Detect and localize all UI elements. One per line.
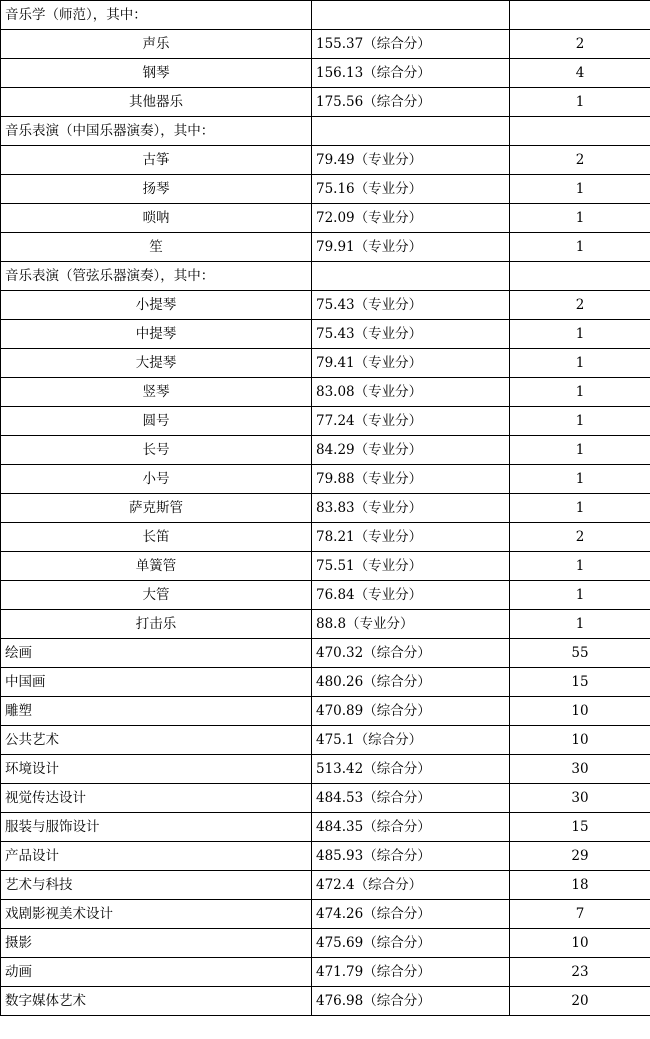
count-cell: 1: [510, 175, 650, 204]
major-cell: 绘画: [1, 639, 312, 668]
score-cell: 513.42（综合分）: [312, 755, 510, 784]
sub-major-cell: 小号: [1, 465, 312, 494]
major-cell: 雕塑: [1, 697, 312, 726]
table-body: [1, 1, 650, 1016]
sub-major-cell: 长笛: [1, 523, 312, 552]
table-row: [1, 813, 650, 842]
table-row: [1, 958, 650, 987]
score-cell: 476.98（综合分）: [312, 987, 510, 1016]
sub-major-cell: 竖琴: [1, 378, 312, 407]
table-row: [1, 233, 650, 262]
count-cell: 1: [510, 581, 650, 610]
table-row: [1, 523, 650, 552]
major-cell: 视觉传达设计: [1, 784, 312, 813]
count-cell: 30: [510, 784, 650, 813]
score-cell: 72.09（专业分）: [312, 204, 510, 233]
table-row: [1, 871, 650, 900]
sub-major-cell: 打击乐: [1, 610, 312, 639]
table-row: [1, 88, 650, 117]
count-cell: 1: [510, 465, 650, 494]
table-row: [1, 465, 650, 494]
sub-major-cell: 萨克斯管: [1, 494, 312, 523]
count-cell: 15: [510, 668, 650, 697]
table-row: [1, 407, 650, 436]
table-row: [1, 146, 650, 175]
sub-major-cell: 小提琴: [1, 291, 312, 320]
count-cell: 15: [510, 813, 650, 842]
count-cell: 1: [510, 407, 650, 436]
major-cell: 数字媒体艺术: [1, 987, 312, 1016]
table-row: [1, 436, 650, 465]
count-cell: 30: [510, 755, 650, 784]
sub-major-cell: 古筝: [1, 146, 312, 175]
score-cell: 470.32（综合分）: [312, 639, 510, 668]
score-cell: 470.89（综合分）: [312, 697, 510, 726]
score-cell: 472.4（综合分）: [312, 871, 510, 900]
score-cell: 79.88（专业分）: [312, 465, 510, 494]
table-row: [1, 842, 650, 871]
table-row: [1, 204, 650, 233]
score-cell: 484.35（综合分）: [312, 813, 510, 842]
major-cell: 环境设计: [1, 755, 312, 784]
score-cell: [312, 117, 510, 146]
sub-major-cell: 扬琴: [1, 175, 312, 204]
major-cell: 音乐学（师范），其中：: [1, 1, 312, 30]
sub-major-cell: 大提琴: [1, 349, 312, 378]
count-cell: 1: [510, 204, 650, 233]
sub-major-cell: 钢琴: [1, 59, 312, 88]
count-cell: 2: [510, 291, 650, 320]
count-cell: 10: [510, 929, 650, 958]
score-cell: 79.49（专业分）: [312, 146, 510, 175]
major-cell: 中国画: [1, 668, 312, 697]
major-cell: 戏剧影视美术设计: [1, 900, 312, 929]
table-row: [1, 59, 650, 88]
score-cell: 156.13（综合分）: [312, 59, 510, 88]
score-cell: 475.69（综合分）: [312, 929, 510, 958]
count-cell: 20: [510, 987, 650, 1016]
score-cell: [312, 262, 510, 291]
table-row: [1, 117, 650, 146]
score-cell: 474.26（综合分）: [312, 900, 510, 929]
table-row: [1, 726, 650, 755]
table-row: [1, 755, 650, 784]
score-cell: 155.37（综合分）: [312, 30, 510, 59]
count-cell: 2: [510, 30, 650, 59]
count-cell: 55: [510, 639, 650, 668]
sub-major-cell: 单簧管: [1, 552, 312, 581]
count-cell: [510, 262, 650, 291]
sub-major-cell: 唢呐: [1, 204, 312, 233]
sub-major-cell: 圆号: [1, 407, 312, 436]
count-cell: 2: [510, 146, 650, 175]
table-row: [1, 900, 650, 929]
score-cell: 84.29（专业分）: [312, 436, 510, 465]
major-cell: 音乐表演（管弦乐器演奏），其中：: [1, 262, 312, 291]
score-cell: 76.84（专业分）: [312, 581, 510, 610]
score-cell: 485.93（综合分）: [312, 842, 510, 871]
score-cell: 75.43（专业分）: [312, 291, 510, 320]
score-cell: 78.21（专业分）: [312, 523, 510, 552]
score-cell: [312, 1, 510, 30]
count-cell: 1: [510, 552, 650, 581]
table-row: [1, 175, 650, 204]
count-cell: 18: [510, 871, 650, 900]
table-row: [1, 668, 650, 697]
score-cell: 88.8（专业分）: [312, 610, 510, 639]
score-cell: 480.26（综合分）: [312, 668, 510, 697]
major-cell: 公共艺术: [1, 726, 312, 755]
score-cell: 484.53（综合分）: [312, 784, 510, 813]
score-cell: 75.43（专业分）: [312, 320, 510, 349]
sub-major-cell: 中提琴: [1, 320, 312, 349]
score-cell: 83.83（专业分）: [312, 494, 510, 523]
count-cell: 23: [510, 958, 650, 987]
major-cell: 摄影: [1, 929, 312, 958]
count-cell: 1: [510, 233, 650, 262]
major-cell: 服装与服饰设计: [1, 813, 312, 842]
table-row: [1, 262, 650, 291]
sub-major-cell: 大管: [1, 581, 312, 610]
sub-major-cell: 声乐: [1, 30, 312, 59]
score-cell: 75.16（专业分）: [312, 175, 510, 204]
table-row: [1, 581, 650, 610]
count-cell: 1: [510, 320, 650, 349]
count-cell: 1: [510, 349, 650, 378]
count-cell: 1: [510, 88, 650, 117]
count-cell: 7: [510, 900, 650, 929]
score-cell: 175.56（综合分）: [312, 88, 510, 117]
table-row: [1, 552, 650, 581]
major-cell: 音乐表演（中国乐器演奏），其中：: [1, 117, 312, 146]
count-cell: 29: [510, 842, 650, 871]
table-row: [1, 349, 650, 378]
count-cell: [510, 1, 650, 30]
count-cell: 1: [510, 610, 650, 639]
table-row: [1, 1, 650, 30]
table-row: [1, 784, 650, 813]
table-row: [1, 378, 650, 407]
score-cell: 83.08（专业分）: [312, 378, 510, 407]
count-cell: [510, 117, 650, 146]
score-cell: 79.91（专业分）: [312, 233, 510, 262]
sub-major-cell: 其他器乐: [1, 88, 312, 117]
count-cell: 1: [510, 436, 650, 465]
count-cell: 4: [510, 59, 650, 88]
table-row: [1, 30, 650, 59]
count-cell: 10: [510, 697, 650, 726]
score-cell: 77.24（专业分）: [312, 407, 510, 436]
score-cell: 475.1（综合分）: [312, 726, 510, 755]
count-cell: 2: [510, 523, 650, 552]
count-cell: 1: [510, 378, 650, 407]
table-row: [1, 291, 650, 320]
major-cell: 产品设计: [1, 842, 312, 871]
count-cell: 1: [510, 494, 650, 523]
table-row: [1, 610, 650, 639]
table-row: [1, 987, 650, 1016]
sub-major-cell: 笙: [1, 233, 312, 262]
table-row: [1, 929, 650, 958]
score-cell: 75.51（专业分）: [312, 552, 510, 581]
score-cell: 471.79（综合分）: [312, 958, 510, 987]
sub-major-cell: 长号: [1, 436, 312, 465]
table-row: [1, 320, 650, 349]
table-row: [1, 494, 650, 523]
count-cell: 10: [510, 726, 650, 755]
table-row: [1, 697, 650, 726]
major-cell: 艺术与科技: [1, 871, 312, 900]
table-row: [1, 639, 650, 668]
score-cell: 79.41（专业分）: [312, 349, 510, 378]
major-cell: 动画: [1, 958, 312, 987]
